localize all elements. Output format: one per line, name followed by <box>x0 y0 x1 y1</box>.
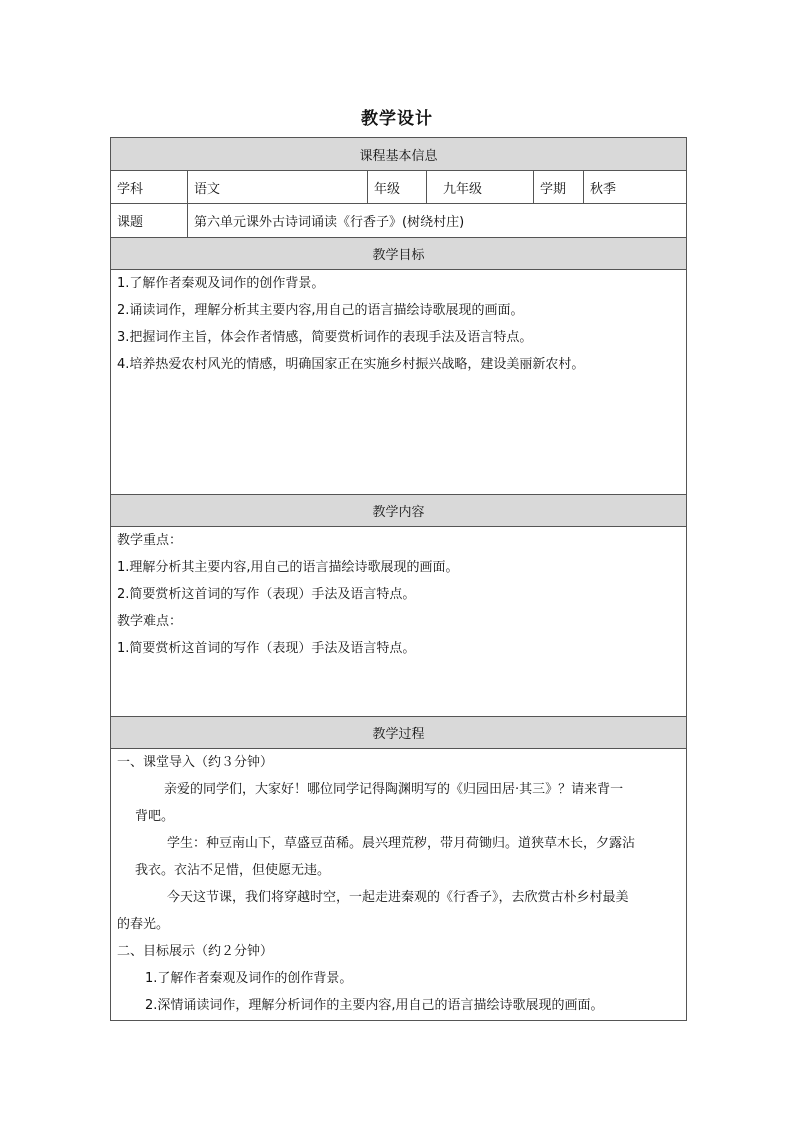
term-value: 秋季 <box>584 171 687 204</box>
content-header: 教学内容 <box>111 495 687 527</box>
student-answer: 学生：种豆南山下，草盛豆苗稀。晨兴理荒秽，带月荷锄归。道狭草木长，夕露沾 <box>167 836 636 851</box>
topic-value: 第六单元课外古诗词诵读《行香子》(树绕村庄) <box>188 204 687 238</box>
term-label: 学期 <box>534 171 584 204</box>
transition-paragraph: 今天这节课，我们将穿越时空，一起走进秦观的《行香子》，去欣赏古朴乡村最美 <box>167 890 629 905</box>
key-point-item: 2.简要赏析这首词的写作（表现）手法及语言特点。 <box>117 587 416 602</box>
page-title: 教学设计 <box>361 109 433 129</box>
grade-label: 年级 <box>368 171 427 204</box>
student-answer-cont: 我衣。衣沾不足惜，但使愿无违。 <box>135 863 331 878</box>
objective-item: 1.了解作者秦观及词作的创作背景。 <box>117 276 325 291</box>
objective-item: 3.把握词作主旨，体会作者情感，简要赏析词作的表现手法及语言特点。 <box>117 330 533 345</box>
topic-label: 课题 <box>111 204 188 238</box>
difficult-points-label: 教学难点： <box>117 614 183 629</box>
content-body <box>111 527 687 717</box>
step-title-intro: 一、课堂导入（约３分钟） <box>117 755 274 770</box>
objectives-body <box>111 270 687 495</box>
lesson-plan-table <box>110 137 687 1021</box>
step-title-goals: 二、目标展示（约２分钟） <box>117 944 274 959</box>
process-header: 教学过程 <box>111 717 687 749</box>
key-point-item: 1.理解分析其主要内容,用自己的语言描绘诗歌展现的画面。 <box>117 560 459 575</box>
objective-item: 4.培养热爱农村风光的情感，明确国家正在实施乡村振兴战略，建设美丽新农村。 <box>117 357 585 372</box>
basic-info-header: 课程基本信息 <box>111 138 687 171</box>
goal-item: 2.深情诵读词作，理解分析词作的主要内容,用自己的语言描绘诗歌展现的画面。 <box>145 998 604 1013</box>
objectives-header: 教学目标 <box>111 238 687 270</box>
grade-value: 九年级 <box>427 171 534 204</box>
subject-label: 学科 <box>111 171 188 204</box>
objective-item: 2.诵读词作，理解分析其主要内容,用自己的语言描绘诗歌展现的画面。 <box>117 303 524 318</box>
key-points-label: 教学重点： <box>117 533 183 548</box>
intro-paragraph-cont: 背吧。 <box>135 809 175 824</box>
transition-paragraph-cont: 的春光。 <box>117 917 170 932</box>
difficult-point-item: 1.简要赏析这首词的写作（表现）手法及语言特点。 <box>117 641 416 656</box>
process-body <box>111 749 687 1021</box>
intro-paragraph: 亲爱的同学们，大家好！哪位同学记得陶渊明写的《归园田居·其三》？请来背一 <box>164 782 624 797</box>
goal-item: 1.了解作者秦观及词作的创作背景。 <box>145 971 353 986</box>
subject-value: 语文 <box>188 171 368 204</box>
